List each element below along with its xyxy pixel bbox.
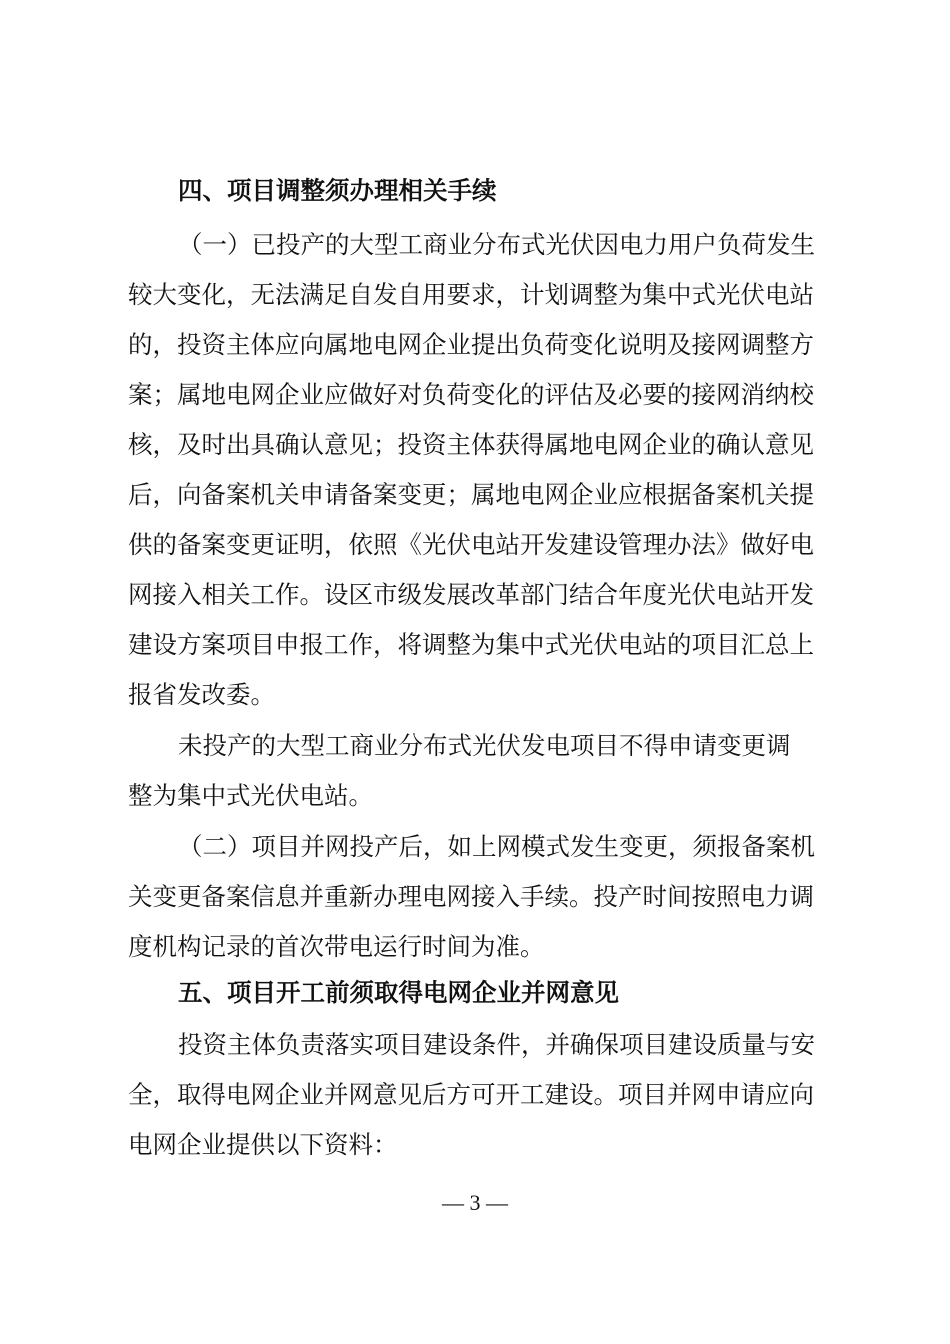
- paragraph-line: 后，向备案机关申请备案变更；属地电网企业应根据备案机关提: [128, 480, 814, 509]
- paragraph-line: 关变更备案信息并重新办理电网接入手续。投产时间按照电力调: [128, 882, 814, 911]
- paragraph-line: （二）项目并网投产后，如上网模式发生变更，须报备案机: [178, 832, 815, 861]
- paragraph-line: 未投产的大型工商业分布式光伏发电项目不得申请变更调: [178, 731, 791, 760]
- paragraph-line: 案；属地电网企业应做好对负荷变化的评估及必要的接网消纳校: [128, 380, 814, 409]
- section-5-heading: 五、项目开工前须取得电网企业并网意见: [178, 978, 619, 1007]
- paragraph-line: 建设方案项目申报工作，将调整为集中式光伏电站的项目汇总上: [128, 630, 814, 659]
- paragraph-line: 报省发改委。: [128, 680, 275, 709]
- paragraph-line: 电网企业提供以下资料：: [128, 1130, 398, 1159]
- page-number: — 3 —: [442, 1190, 508, 1215]
- paragraph-line: 核，及时出具确认意见；投资主体获得属地电网企业的确认意见: [128, 430, 814, 459]
- paragraph-line: 的，投资主体应向属地电网企业提出负荷变化说明及接网调整方: [128, 330, 814, 359]
- paragraph-line: 较大变化，无法满足自发自用要求，计划调整为集中式光伏电站: [128, 280, 814, 309]
- paragraph-line: 供的备案变更证明，依照《光伏电站开发建设管理办法》做好电: [128, 530, 814, 559]
- paragraph-line: 网接入相关工作。设区市级发展改革部门结合年度光伏电站开发: [128, 580, 814, 609]
- paragraph-line: （一）已投产的大型工商业分布式光伏因电力用户负荷发生: [178, 230, 815, 259]
- section-4-heading: 四、项目调整须办理相关手续: [178, 176, 497, 205]
- paragraph-line: 投资主体负责落实项目建设条件，并确保项目建设质量与安: [178, 1030, 815, 1059]
- paragraph-line: 整为集中式光伏电站。: [128, 781, 373, 810]
- paragraph-line: 度机构记录的首次带电运行时间为准。: [128, 932, 545, 961]
- paragraph-line: 全，取得电网企业并网意见后方可开工建设。项目并网申请应向: [128, 1080, 814, 1109]
